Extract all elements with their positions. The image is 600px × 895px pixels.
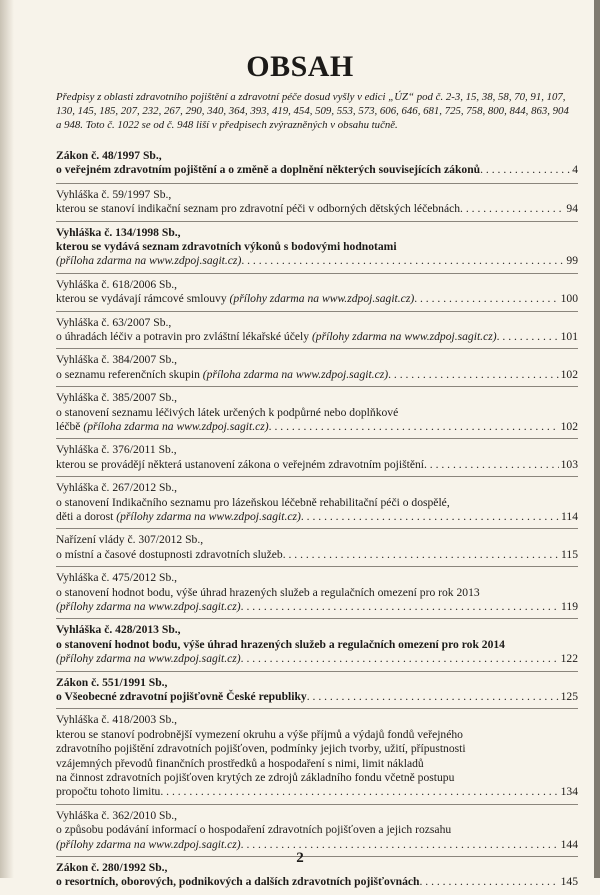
toc-entry-text	[56, 443, 177, 456]
toc-page-number: 119	[561, 599, 578, 613]
toc-entry-text	[56, 226, 181, 239]
toc-text: kterou se stanoví indikační seznam pro zdravotní péči v odborných dětských léčebnách	[56, 202, 461, 216]
toc-entry-text	[56, 367, 388, 383]
toc-page-number: 145	[560, 875, 578, 889]
toc-text: kterou se provádějí některá ustanovení zákona o veřejném zdravotním pojištění	[56, 457, 424, 471]
binding-shadow	[0, 0, 14, 878]
toc-page-number: 102	[560, 367, 578, 381]
dot-leader	[241, 253, 564, 269]
toc-entry-text	[56, 162, 480, 178]
toc-entry	[56, 528, 578, 567]
toc-text: Zákon č. 551/1991 Sb.,	[56, 675, 168, 689]
toc-text: kterou se stanoví podrobnější vymezení okruhu a výše příjmů a výdajů fondů veřejného	[56, 727, 463, 741]
dot-leader	[160, 784, 558, 800]
toc-entry	[56, 386, 578, 439]
toc-entry-text	[56, 771, 454, 784]
toc-page-number: 115	[561, 547, 578, 561]
dot-leader	[414, 291, 558, 307]
toc-entry-last-line	[56, 419, 578, 435]
toc-text: o stanovení hodnot bodu, výše úhrad hrazených služeb a regulačních omezení pro rok 2014	[56, 637, 505, 651]
dot-leader	[307, 689, 559, 705]
toc-entry-text	[56, 874, 419, 890]
toc-entry	[56, 708, 578, 804]
toc-entry-last-line	[56, 291, 578, 307]
toc-text: Vyhláška č. 362/2010 Sb.,	[56, 808, 178, 822]
toc-text: Vyhláška č. 267/2012 Sb.,	[56, 481, 178, 495]
toc-text: zdravotního pojištění zdravotních pojišťoven, podmínky jejich tvorby, užití, přípustnosti	[56, 742, 466, 756]
toc-page-number: 134	[560, 785, 578, 799]
toc-page-number: 103	[560, 457, 578, 471]
toc-entry-last-line	[56, 329, 578, 345]
dot-leader	[388, 367, 559, 383]
toc-page-number: 101	[560, 329, 578, 343]
toc-entry	[56, 183, 578, 222]
page-title: OBSAH	[246, 50, 354, 83]
toc-page-number: 125	[560, 689, 578, 703]
toc-entry-last-line	[56, 457, 578, 473]
toc-entry-text	[56, 253, 241, 269]
toc-text: Vyhláška č. 384/2007 Sb.,	[56, 353, 178, 367]
dot-leader	[301, 509, 559, 525]
toc-page-number: 102	[560, 419, 578, 433]
toc-entry	[56, 273, 578, 312]
toc-web-note: (příloha zdarma na www.zdpoj.sagit.cz)	[202, 367, 389, 381]
toc-entry-text	[56, 278, 177, 291]
toc-entry-last-line	[56, 253, 578, 269]
dot-leader	[460, 201, 564, 217]
toc-entry-text	[56, 638, 505, 651]
toc-entry-text	[56, 809, 177, 822]
toc-entry-text	[56, 757, 424, 770]
dot-leader	[497, 329, 559, 345]
intro-paragraph: Předpisy z oblasti zdravotního pojištění a zdravotní péče dosud vyšly v edici „ÚZ“ pod č. 2-3, 15, 38, 58, 70, 91, 107, 130, 145, 185, 207, 232, 267, 290, 340, 364, 393, 419, 454, 509, 553, 573, 606, 646, 681, 725, 758, 800, 844, 863, 904 a 948. Toto č. 1022 se od č. 948 liší v předpisech zvýrazněných v obsahu tučně.	[56, 91, 569, 131]
toc-text: děti a dorost	[56, 509, 117, 523]
toc-entry	[56, 145, 578, 183]
toc-text: o seznamu referenčních skupin	[56, 367, 203, 381]
toc-web-note: (příloha zdarma na www.zdpoj.sagit.cz)	[83, 419, 269, 433]
toc-entry	[56, 671, 578, 710]
toc-entry-text	[56, 586, 480, 599]
toc-entry-last-line	[56, 599, 578, 615]
toc-entry-text	[56, 509, 301, 525]
toc-text: o místní a časové dostupnosti zdravotních služeb	[56, 547, 283, 561]
dot-leader	[419, 874, 558, 890]
toc-entry	[56, 438, 578, 477]
toc-entry-text	[56, 316, 171, 329]
toc-entry-text	[56, 329, 497, 345]
toc-entry-text	[56, 742, 466, 755]
toc-entry-text	[56, 823, 451, 836]
toc-entry-last-line	[56, 689, 578, 705]
toc-entry-text	[56, 547, 283, 563]
toc-entry-text	[56, 353, 177, 366]
toc-entry-text	[56, 784, 160, 800]
toc-text: Vyhláška č. 428/2013 Sb.,	[56, 623, 181, 637]
toc-page-number: 94	[566, 202, 578, 216]
toc-entry-text	[56, 240, 397, 253]
dot-leader	[424, 457, 559, 473]
toc-web-note: (přílohy zdarma na www.zdpoj.sagit.cz)	[229, 292, 415, 306]
toc-entry	[56, 566, 578, 619]
toc-entry-text	[56, 689, 307, 705]
dot-leader	[241, 599, 559, 615]
toc-text: o způsobu podávání informací o hospodaření zdravotních pojišťoven a jejich rozsahu	[56, 823, 452, 837]
toc-web-note: (přílohy zdarma na www.zdpoj.sagit.cz)	[116, 509, 301, 523]
toc-entry-text	[56, 728, 463, 741]
toc-entry-text	[56, 457, 424, 473]
toc-web-note: (přílohy zdarma na www.zdpoj.sagit.cz)	[311, 329, 497, 343]
toc-entry-text	[56, 419, 269, 435]
toc-entry-text	[56, 533, 203, 546]
toc-text: Vyhláška č. 59/1997 Sb.,	[56, 187, 172, 201]
toc-text: o veřejném zdravotním pojištění a o změně a doplnění některých souvisejících zákonů	[56, 163, 481, 177]
toc-entry-last-line	[56, 547, 578, 563]
toc-entry-last-line	[56, 201, 578, 217]
toc-entry-text	[56, 391, 177, 404]
toc-text: kterou se vydávají rámcové smlouvy	[56, 292, 230, 306]
dot-leader	[269, 419, 559, 435]
toc-entry-text	[56, 599, 241, 615]
toc-entry	[56, 311, 578, 350]
toc-text: Vyhláška č. 418/2003 Sb.,	[56, 713, 178, 727]
toc-entry-text	[56, 676, 167, 689]
toc-entry	[56, 476, 578, 529]
toc-text: Nařízení vlády č. 307/2012 Sb.,	[56, 533, 204, 547]
toc-page-number: 144	[560, 837, 578, 851]
toc-entry-last-line	[56, 784, 578, 800]
page-edge	[594, 0, 600, 878]
toc-entry-last-line	[56, 509, 578, 525]
toc-entry-text	[56, 481, 177, 494]
toc-page-number: 4	[572, 163, 578, 177]
toc-text: o resortních, oborových, podnikových a dalších zdravotních pojišťovnách	[56, 875, 420, 889]
toc-text: o Všeobecné zdravotní pojišťovně České republiky	[56, 689, 307, 703]
dot-leader	[241, 651, 559, 667]
toc-text: Vyhláška č. 63/2007 Sb.,	[56, 315, 172, 329]
toc-entry-text	[56, 496, 450, 509]
toc-entry	[56, 348, 578, 387]
toc-entry	[56, 221, 578, 274]
toc-web-note: (přílohy zdarma na www.zdpoj.sagit.cz)	[56, 652, 241, 666]
toc-web-note: (příloha zdarma na www.zdpoj.sagit.cz)	[56, 254, 242, 268]
toc-entry-text	[56, 571, 177, 584]
toc-web-note: (přílohy zdarma na www.zdpoj.sagit.cz)	[56, 837, 241, 851]
toc-text: vzájemných převodů finančních prostředků a hospodaření s nimi, limit nákladů	[56, 756, 424, 770]
toc-entry-text	[56, 623, 181, 636]
toc-text: Vyhláška č. 618/2006 Sb.,	[56, 277, 178, 291]
toc-page-number: 114	[561, 509, 578, 523]
toc-text: kterou se vydává seznam zdravotních výkonů s bodovými hodnotami	[56, 239, 397, 253]
toc-page-number: 100	[560, 292, 578, 306]
toc-text: Vyhláška č. 385/2007 Sb.,	[56, 391, 178, 405]
toc-entry-text	[56, 651, 241, 667]
toc-text: Vyhláška č. 134/1998 Sb.,	[56, 225, 181, 239]
toc-entry-text	[56, 291, 414, 307]
toc-text: na činnost zdravotních pojišťoven krytých ze zdrojů základního fondu včetně postupu	[56, 770, 455, 784]
toc-text: Zákon č. 48/1997 Sb.,	[56, 149, 162, 162]
page-number: 2	[296, 850, 304, 866]
toc-entry	[56, 618, 578, 671]
toc-entry-last-line	[56, 367, 578, 383]
toc-entry-last-line	[56, 874, 578, 890]
toc-entry-text	[56, 713, 177, 726]
toc-text: Vyhláška č. 376/2011 Sb.,	[56, 443, 177, 457]
toc-entry-text	[56, 188, 171, 201]
toc-text: Zákon č. 280/1992 Sb.,	[56, 861, 168, 874]
toc-entry	[56, 804, 578, 857]
toc-web-note: (přílohy zdarma na www.zdpoj.sagit.cz)	[56, 599, 241, 613]
toc-entry-text	[56, 406, 398, 419]
toc-entry-text	[56, 149, 162, 162]
dot-leader	[480, 162, 570, 178]
toc-text: o úhradách léčiv a potravin pro zvláštní lékařské účely	[56, 329, 312, 343]
toc-text: propočtu tohoto limitu	[56, 785, 161, 799]
toc-text: o stanovení seznamu léčivých látek určených k podpůrné nebo doplňkové	[56, 405, 399, 419]
toc-text: léčbě	[56, 419, 84, 433]
toc-text: Vyhláška č. 475/2012 Sb.,	[56, 571, 178, 585]
toc-entry-text	[56, 201, 460, 217]
dot-leader	[283, 547, 559, 563]
toc-page-number: 99	[566, 254, 578, 268]
toc-page-number: 122	[560, 652, 578, 666]
toc-entry-last-line	[56, 651, 578, 667]
toc-text: o stanovení hodnot bodu, výše úhrad hrazených služeb a regulačních omezení pro rok 2013	[56, 585, 480, 599]
toc-entry-last-line	[56, 162, 578, 178]
toc-text: o stanovení Indikačního seznamu pro lázeňskou léčebně rehabilitační péči o dospělé,	[56, 495, 450, 509]
